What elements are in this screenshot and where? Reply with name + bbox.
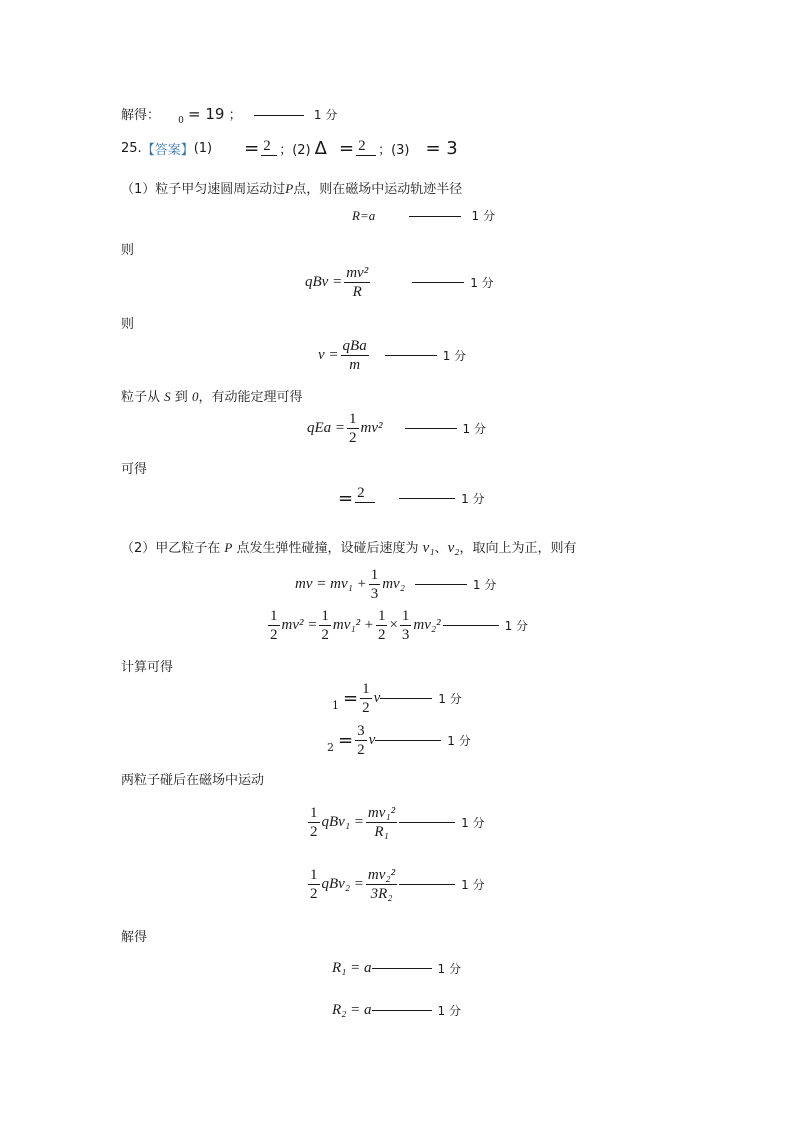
equation-fraction <box>360 680 372 717</box>
fraction-denominator: 2 <box>349 430 357 446</box>
text-b: 点发生弹性碰撞，设碰后速度为 <box>236 541 419 556</box>
equation-lhs: v = <box>318 347 339 363</box>
term-3: × <box>389 617 398 633</box>
score-label: 1 分 <box>461 878 485 892</box>
fraction-half <box>308 804 320 841</box>
score-label: 1 分 <box>437 1004 461 1018</box>
fraction-numerator: 1 <box>270 608 278 624</box>
score-dash <box>415 584 467 585</box>
score-label: 1 分 <box>461 492 485 506</box>
equation-value: = 19 <box>188 105 225 123</box>
solution-line-top <box>121 104 337 126</box>
score-dash <box>372 968 432 969</box>
answer-2-fraction <box>356 137 376 160</box>
score-label: 1 分 <box>447 734 471 748</box>
text-jiede: 解得 <box>121 930 148 945</box>
equation-lhs: qBv = <box>305 274 343 290</box>
point-S: S <box>164 389 171 404</box>
equation-result-1 <box>338 484 485 513</box>
subscript-1: 1 <box>332 699 339 712</box>
score-dash <box>375 740 441 741</box>
equation-lhs: mv = mv₁ + <box>295 576 367 592</box>
part-1-intro <box>121 178 462 197</box>
point-O: 0 <box>191 389 199 404</box>
question-number: 25. <box>121 141 142 156</box>
separator: ； <box>228 108 242 123</box>
equation-fraction <box>355 722 367 759</box>
equation-fraction <box>369 566 381 603</box>
equation-fraction <box>344 264 370 301</box>
text-jisuan: 计算可得 <box>121 660 174 675</box>
text-a: 粒子从 <box>121 390 161 405</box>
separator: 、 <box>434 541 448 556</box>
equation-v <box>318 337 466 374</box>
score-dash <box>380 698 432 699</box>
fraction-4 <box>400 607 412 644</box>
text-ze-2: 则 <box>121 317 135 332</box>
equation-R <box>352 207 495 224</box>
text-c: ，有动能定理可得 <box>198 390 303 405</box>
fraction-numerator: mv² <box>346 265 369 281</box>
fraction-denominator: 2 <box>377 627 386 643</box>
equation-mid: qBv₂ = <box>321 876 364 892</box>
equation-fraction <box>347 410 359 447</box>
fraction-numerator: mv₂² <box>367 867 396 883</box>
score-dash <box>399 498 455 499</box>
equation-text: R₁ = a <box>332 960 372 976</box>
equation-v1 <box>332 680 462 717</box>
score-dash <box>372 1010 432 1011</box>
fraction-numerator: 1 <box>310 805 318 821</box>
score-label: 1 分 <box>442 349 467 363</box>
fraction-numerator: qBa <box>342 338 367 354</box>
equation-qEa <box>307 410 486 447</box>
equation-mid: qBv₁ = <box>321 814 364 830</box>
text-b: 到 <box>174 390 188 405</box>
fraction-denominator: R₁ <box>374 824 389 840</box>
equation-rhs: v <box>368 732 376 748</box>
text-particle-from-S <box>121 386 302 405</box>
equation-lhs: qEa = <box>307 420 346 436</box>
part-1-intro-b: 点，则在磁场中运动轨迹半径 <box>293 182 463 197</box>
equation-rhs: mv² <box>360 420 383 436</box>
fraction-denominator: 2 <box>310 824 318 840</box>
label-jiede: 解得： <box>121 108 161 123</box>
answer-2-denominator <box>364 156 368 160</box>
fraction-denominator: 3 <box>370 586 379 602</box>
equation-rhs: mv₂ <box>382 576 405 592</box>
fraction-denominator <box>363 503 367 513</box>
velocity-v1: v₁ <box>422 540 435 556</box>
equation-R1-force <box>306 804 485 841</box>
equation-eq: = <box>343 688 359 709</box>
fraction-numerator: 3 <box>357 723 365 739</box>
fraction-numerator: 2 <box>355 484 375 503</box>
equation-v2 <box>327 722 471 759</box>
point-P: P <box>224 540 233 555</box>
equation-R1-result <box>332 960 461 977</box>
text-a: （2）甲乙粒子在 <box>121 541 221 556</box>
score-dash <box>385 355 437 356</box>
answer-2-eq: = <box>338 138 355 159</box>
fraction-numerator: 1 <box>321 608 329 624</box>
fraction-denominator: 2 <box>362 700 370 716</box>
equation-qBv <box>305 264 494 301</box>
score-dash <box>399 822 455 823</box>
score-dash <box>409 216 461 217</box>
equation-eq: = <box>338 488 354 509</box>
equation-fraction <box>355 484 375 513</box>
score-label: 1 分 <box>471 209 495 223</box>
score-dash <box>412 282 464 283</box>
answer-1-numerator: 2 <box>261 137 277 156</box>
equation-energy <box>266 607 528 644</box>
score-label: 1 分 <box>437 962 461 976</box>
fraction-1 <box>268 607 280 644</box>
equation-fraction <box>366 866 397 903</box>
fraction-3 <box>376 607 388 644</box>
fraction-half <box>308 866 320 903</box>
part-2-label: ；(2) <box>279 143 311 158</box>
score-label: 1 分 <box>462 422 486 436</box>
fraction-denominator: 3 <box>401 627 410 643</box>
fraction-numerator: 1 <box>401 608 410 624</box>
score-label: 1 分 <box>504 619 529 633</box>
fraction-denominator: 2 <box>321 627 329 643</box>
question-25-answer <box>121 137 458 160</box>
answer-1-eq: = <box>244 138 260 159</box>
score-dash <box>405 428 457 429</box>
fraction-denominator: 2 <box>310 886 318 902</box>
fraction-denominator: 2 <box>357 742 365 758</box>
fraction-denominator: 3R₂ <box>370 886 393 902</box>
equation-R2-force <box>306 866 485 903</box>
score-dash <box>254 115 304 116</box>
score-label: 1 分 <box>461 816 485 830</box>
answer-2-numerator: 2 <box>356 137 376 156</box>
fraction-numerator: 1 <box>370 567 379 583</box>
equation-R-text: R=a <box>352 208 376 223</box>
score-label: 1 分 <box>472 578 497 592</box>
velocity-v2: v₂ <box>447 540 460 556</box>
fraction-denominator: 2 <box>270 627 278 643</box>
answer-1-fraction <box>261 137 277 160</box>
equation-R2-result <box>332 1002 461 1019</box>
text-kede: 可得 <box>121 462 148 477</box>
answer-1-denominator <box>267 156 271 160</box>
equation-fraction <box>341 337 369 374</box>
subscript-2: 2 <box>327 741 334 754</box>
fraction-denominator: R <box>352 284 362 300</box>
part-2-intro <box>121 537 576 557</box>
fraction-denominator: m <box>349 357 361 373</box>
point-P: P <box>285 181 294 196</box>
score-label: 1 分 <box>438 692 462 706</box>
delta-symbol: Δ <box>314 138 327 159</box>
equation-rhs: v <box>373 690 381 706</box>
answer-3-eq: = 3 <box>425 138 458 159</box>
fraction-numerator: mv₁² <box>367 805 396 821</box>
part-3-label: ；(3) <box>378 143 410 158</box>
fraction-numerator: 1 <box>310 867 318 883</box>
score-dash <box>399 884 455 885</box>
fraction-2 <box>319 607 331 644</box>
term-2: mv₁² + <box>332 617 374 633</box>
text-c: ，取向上为正，则有 <box>459 541 577 556</box>
equation-eq: = <box>338 730 354 751</box>
part-1-intro-a: （1）粒子甲匀速圆周运动过 <box>121 182 286 197</box>
term-4: mv₂² <box>413 617 441 633</box>
equation-momentum <box>295 566 496 603</box>
answer-tag: 【答案】 <box>141 143 194 158</box>
equation-text: R₂ = a <box>332 1002 372 1018</box>
subscript-0: 0 <box>178 115 184 126</box>
part-1-label: (1) <box>193 141 213 156</box>
score-label: 1 分 <box>470 276 494 290</box>
term-1: mv² = <box>281 617 318 633</box>
text-after-collision: 两粒子碰后在磁场中运动 <box>121 773 265 788</box>
text-ze-1: 则 <box>121 243 135 258</box>
fraction-numerator: 1 <box>377 608 386 624</box>
equation-fraction <box>366 804 397 841</box>
fraction-numerator: 1 <box>362 681 370 697</box>
fraction-numerator: 1 <box>349 411 357 427</box>
score-label: 1 分 <box>313 108 338 122</box>
score-dash <box>443 625 499 626</box>
